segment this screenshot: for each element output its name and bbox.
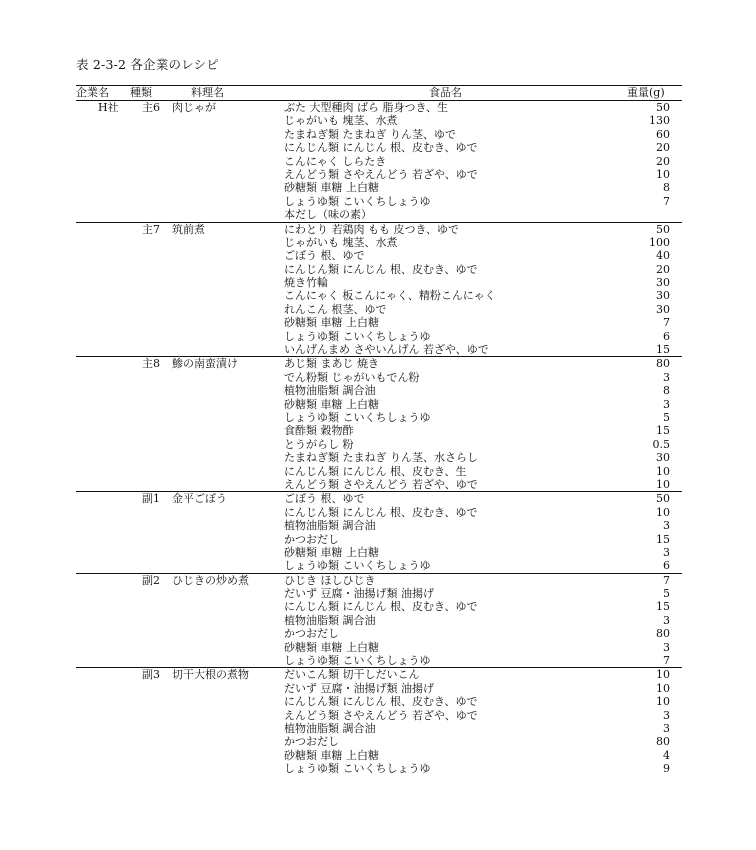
food-cell: しょうゆ類 こいくちしょうゆ [284, 654, 431, 668]
weight-cell: 15 [656, 424, 670, 438]
weight-cell: 15 [656, 600, 670, 614]
food-cell: ぶた 大型種肉 ばら 脂身つき、生 [284, 101, 449, 114]
food-cell: 焼き竹輪 [284, 276, 328, 290]
table-row [76, 735, 682, 748]
table-row [76, 343, 682, 356]
weight-cell: 20 [656, 262, 670, 276]
food-cell: 砂糖類 車糖 上白糖 [284, 181, 379, 195]
header-food: 食品名 [429, 86, 462, 99]
weight-cell: 50 [656, 101, 670, 114]
weight-cell: 50 [656, 492, 670, 506]
food-cell: れんこん 根茎、ゆで [284, 302, 387, 316]
table-row [76, 181, 682, 194]
table-row [76, 424, 682, 437]
weight-cell: 7 [663, 573, 670, 587]
weight-cell: 7 [663, 316, 670, 330]
weight-cell: 5 [663, 587, 670, 601]
table-row [76, 574, 682, 587]
table-row [76, 682, 682, 695]
weight-cell: 30 [656, 302, 670, 316]
table-row [76, 627, 682, 640]
table-row [76, 114, 682, 127]
table-row [76, 438, 682, 451]
table-row [76, 478, 682, 491]
food-cell: とうがらし 粉 [284, 437, 354, 451]
food-cell: 植物油脂類 調合油 [284, 519, 376, 533]
table-row [76, 276, 682, 289]
table-row [76, 546, 682, 559]
weight-cell: 30 [656, 451, 670, 465]
food-cell: かつおだし [284, 735, 339, 749]
weight-cell: 3 [663, 721, 670, 735]
weight-cell: 3 [663, 545, 670, 559]
table-row [76, 249, 682, 262]
table-row [76, 263, 682, 276]
table-row [76, 709, 682, 722]
weight-cell: 3 [663, 397, 670, 411]
table-row [76, 289, 682, 302]
weight-cell: 10 [656, 167, 670, 181]
food-cell: 植物油脂類 調合油 [284, 384, 376, 398]
weight-cell: 5 [663, 410, 670, 424]
food-cell: かつおだし [284, 532, 339, 546]
food-cell: でん粉類 じゃがいもでん粉 [284, 370, 420, 384]
table-row [76, 398, 682, 411]
weight-cell: 10 [656, 668, 670, 682]
recipe-group [76, 357, 682, 492]
weight-cell: 9 [663, 762, 670, 776]
table-row [76, 695, 682, 708]
food-cell: こんにゃく しらたき [284, 154, 387, 168]
weight-cell: 80 [656, 627, 670, 641]
weight-cell: 100 [649, 235, 670, 249]
food-cell: だいず 豆腐・油揚げ類 油揚げ [284, 587, 434, 601]
recipe-group [76, 223, 682, 358]
table-row [76, 641, 682, 654]
food-cell: にんじん類 にんじん 根、皮むき、ゆで [284, 141, 478, 155]
weight-cell: 15 [656, 532, 670, 546]
weight-cell: 60 [656, 127, 670, 141]
recipe-group [76, 668, 682, 775]
table-row [76, 587, 682, 600]
food-cell: にんじん類 にんじん 根、皮むき、ゆで [284, 600, 478, 614]
weight-cell: 10 [656, 477, 670, 491]
type-cell: 主7 [142, 222, 160, 236]
food-cell: じゃがいも 塊茎、水煮 [284, 114, 398, 128]
food-cell: えんどう類 さやえんどう 若ざや、ゆで [284, 477, 478, 491]
food-cell: 植物油脂類 調合油 [284, 613, 376, 627]
food-cell: えんどう類 さやえんどう 若ざや、ゆで [284, 708, 478, 722]
food-cell: たまねぎ類 たまねぎ りん茎、水さらし [284, 451, 478, 465]
table-row [76, 465, 682, 478]
food-cell: 本だし（味の素） [284, 208, 372, 222]
weight-cell: 4 [663, 748, 670, 762]
food-cell: たまねぎ類 たまねぎ りん茎、ゆで [284, 127, 456, 141]
food-cell: にんじん類 にんじん 根、皮むき、ゆで [284, 695, 478, 709]
table-row [76, 519, 682, 532]
table-row [76, 614, 682, 627]
table-row [76, 330, 682, 343]
food-cell: にわとり 若鶏肉 もも 皮つき、ゆで [284, 222, 460, 236]
table-row [76, 559, 682, 572]
table-row [76, 236, 682, 249]
table-row [76, 722, 682, 735]
weight-cell: 20 [656, 141, 670, 155]
table-row [76, 384, 682, 397]
weight-cell: 3 [663, 613, 670, 627]
table-row [76, 533, 682, 546]
food-cell: しょうゆ類 こいくちしょうゆ [284, 762, 431, 776]
weight-cell: 130 [649, 114, 670, 128]
weight-cell: 10 [656, 464, 670, 478]
table-row [76, 654, 682, 667]
food-cell: 砂糖類 車糖 上白糖 [284, 545, 379, 559]
food-cell: 食酢類 穀物酢 [284, 424, 354, 438]
dish-cell: ひじきの炒め煮 [172, 573, 249, 587]
table-row [76, 155, 682, 168]
food-cell: かつおだし [284, 627, 339, 641]
dish-cell: 肉じゃが [172, 101, 216, 114]
weight-cell: 8 [663, 384, 670, 398]
weight-cell: 3 [663, 708, 670, 722]
table-row [76, 749, 682, 762]
food-cell: にんじん類 にんじん 根、皮むき、生 [284, 464, 467, 478]
food-cell: ごぼう 根、ゆで [284, 249, 365, 263]
table-row [76, 668, 682, 681]
type-cell: 副3 [142, 668, 160, 682]
table-row [76, 303, 682, 316]
header-weight: 重量(g) [627, 86, 665, 99]
food-cell: 砂糖類 車糖 上白糖 [284, 397, 379, 411]
food-cell: 砂糖類 車糖 上白糖 [284, 316, 379, 330]
food-cell: いんげんまめ さやいんげん 若ざや、ゆで [284, 343, 489, 357]
dish-cell: 筑前煮 [172, 222, 205, 236]
food-cell: しょうゆ類 こいくちしょうゆ [284, 559, 431, 573]
weight-cell: 80 [656, 357, 670, 371]
food-cell: しょうゆ類 こいくちしょうゆ [284, 329, 431, 343]
food-cell: にんじん類 にんじん 根、皮むき、ゆで [284, 262, 478, 276]
table-row [76, 600, 682, 613]
food-cell: 砂糖類 車糖 上白糖 [284, 640, 379, 654]
weight-cell: 0.5 [652, 437, 670, 451]
table-row [76, 168, 682, 181]
table-row [76, 492, 682, 505]
weight-cell: 6 [663, 329, 670, 343]
header-dish: 料理名 [191, 86, 224, 99]
table-row [76, 128, 682, 141]
table-row [76, 195, 682, 208]
table-row [76, 371, 682, 384]
recipe-table [76, 85, 682, 776]
table-row [76, 316, 682, 329]
food-cell: 砂糖類 車糖 上白糖 [284, 748, 379, 762]
weight-cell: 3 [663, 370, 670, 384]
weight-cell: 80 [656, 735, 670, 749]
header-company: 企業名 [76, 86, 109, 99]
recipe-group [76, 492, 682, 573]
weight-cell: 10 [656, 681, 670, 695]
type-cell: 副2 [142, 573, 160, 587]
table-row [76, 141, 682, 154]
weight-cell: 3 [663, 640, 670, 654]
table-body [76, 101, 682, 776]
dish-cell: 鯵の南蛮漬け [172, 357, 238, 371]
company-cell: H社 [98, 101, 119, 114]
table-row [76, 506, 682, 519]
dish-cell: 切干大根の煮物 [172, 668, 249, 682]
type-cell: 主6 [142, 101, 160, 114]
table-row [76, 101, 682, 114]
weight-cell: 10 [656, 695, 670, 709]
table-row [76, 411, 682, 424]
table-row [76, 451, 682, 464]
food-cell: にんじん類 にんじん 根、皮むき、ゆで [284, 505, 478, 519]
recipe-group [76, 574, 682, 669]
weight-cell: 7 [663, 654, 670, 668]
weight-cell: 3 [663, 519, 670, 533]
table-row [76, 223, 682, 236]
type-cell: 主8 [142, 357, 160, 371]
dish-cell: 金平ごぼう [172, 492, 227, 506]
header-type: 種類 [130, 86, 152, 99]
food-cell: ごぼう 根、ゆで [284, 492, 365, 506]
food-cell: だいこん類 切干しだいこん [284, 668, 420, 682]
weight-cell: 40 [656, 249, 670, 263]
weight-cell: 15 [656, 343, 670, 357]
food-cell: えんどう類 さやえんどう 若ざや、ゆで [284, 167, 478, 181]
weight-cell: 7 [663, 194, 670, 208]
table-row [76, 357, 682, 370]
food-cell: しょうゆ類 こいくちしょうゆ [284, 194, 431, 208]
food-cell: しょうゆ類 こいくちしょうゆ [284, 410, 431, 424]
weight-cell: 50 [656, 222, 670, 236]
food-cell: 植物油脂類 調合油 [284, 721, 376, 735]
weight-cell: 30 [656, 289, 670, 303]
weight-cell: 10 [656, 505, 670, 519]
weight-cell: 6 [663, 559, 670, 573]
table-caption: 表 2-3-2 各企業のレシピ [76, 57, 219, 72]
weight-cell: 30 [656, 276, 670, 290]
table-header-row [76, 85, 682, 101]
recipe-group [76, 101, 682, 223]
food-cell: こんにゃく 板こんにゃく、精粉こんにゃく [284, 289, 496, 303]
weight-cell: 20 [656, 154, 670, 168]
table-row [76, 762, 682, 775]
food-cell: あじ類 まあじ 焼き [284, 357, 379, 371]
type-cell: 副1 [142, 492, 160, 506]
food-cell: だいず 豆腐・油揚げ類 油揚げ [284, 681, 434, 695]
food-cell: じゃがいも 塊茎、水煮 [284, 235, 398, 249]
table-row [76, 208, 682, 221]
weight-cell: 8 [663, 181, 670, 195]
food-cell: ひじき ほしひじき [284, 573, 376, 587]
